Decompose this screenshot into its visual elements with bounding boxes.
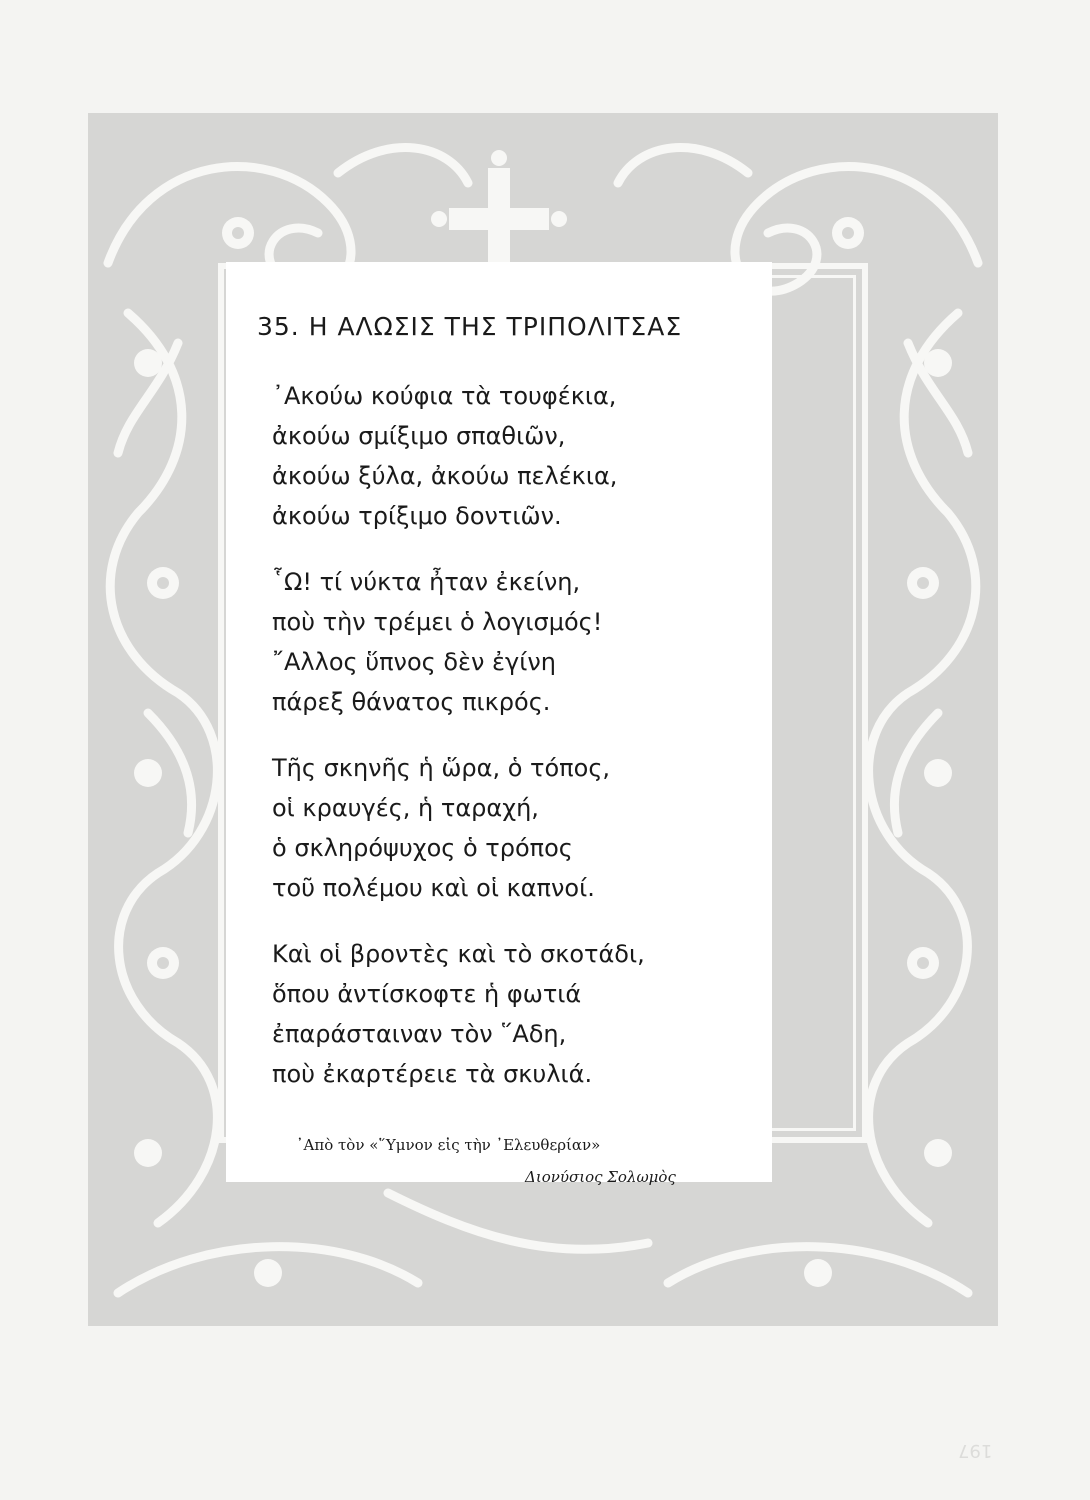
- stanza: [272, 934, 752, 1094]
- poem-line: ἀκούω τρίξιμο δοντιῶν.: [272, 502, 562, 530]
- page-number: 197: [958, 1440, 993, 1461]
- poem-line: ἐπαράσταιναν τὸν ῞Αδη,: [272, 1020, 567, 1048]
- poem-line: ὅπου ἀντίσκοφτε ἡ φωτιά: [272, 980, 582, 1008]
- poem-line: ἀκούω σμίξιμο σπαθιῶν,: [272, 422, 566, 450]
- poem-line: ᾿Ακούω κούφια τὰ τουφέκια,: [272, 382, 617, 410]
- stanza: [272, 376, 752, 536]
- poem-line: ποὺ τὴν τρέμει ὁ λογισμός!: [272, 608, 603, 636]
- poem-line: ῎Αλλος ὕπνος δὲν ἐγίνη: [272, 648, 556, 676]
- stanza: [272, 748, 752, 908]
- poem: [272, 376, 752, 1120]
- poem-line: ὁ σκληρόψυχος ὁ τρόπος: [272, 834, 573, 862]
- source-attribution: ᾿Απὸ τὸν «῞Υμνον εἰς τὴν ᾿Ελευθερίαν»: [296, 1136, 601, 1154]
- poem-line: ποὺ ἐκαρτέρειε τὰ σκυλιά.: [272, 1060, 593, 1088]
- poem-line: Τῆς σκηνῆς ἡ ὥρα, ὁ τόπος,: [272, 754, 611, 782]
- page-title: 35. Η ΑΛΩΣΙΣ ΤΗΣ ΤΡΙΠΟΛΙΤΣΑΣ: [257, 312, 683, 341]
- poem-line: οἱ κραυγές, ἡ ταραχή,: [272, 794, 539, 822]
- poem-line: τοῦ πολέμου καὶ οἱ καπνοί.: [272, 874, 595, 902]
- poem-line: Καὶ οἱ βροντὲς καὶ τὸ σκοτάδι,: [272, 940, 645, 968]
- poem-line: πάρεξ θάνατος πικρός.: [272, 688, 551, 716]
- author-name: Διονύσιος Σολωμὸς: [525, 1168, 676, 1186]
- poem-line: ἀκούω ξύλα, ἀκούω πελέκια,: [272, 462, 618, 490]
- stanza: [272, 562, 752, 722]
- poem-line: ῟Ω! τί νύκτα ἦταν ἐκείνη,: [272, 568, 581, 596]
